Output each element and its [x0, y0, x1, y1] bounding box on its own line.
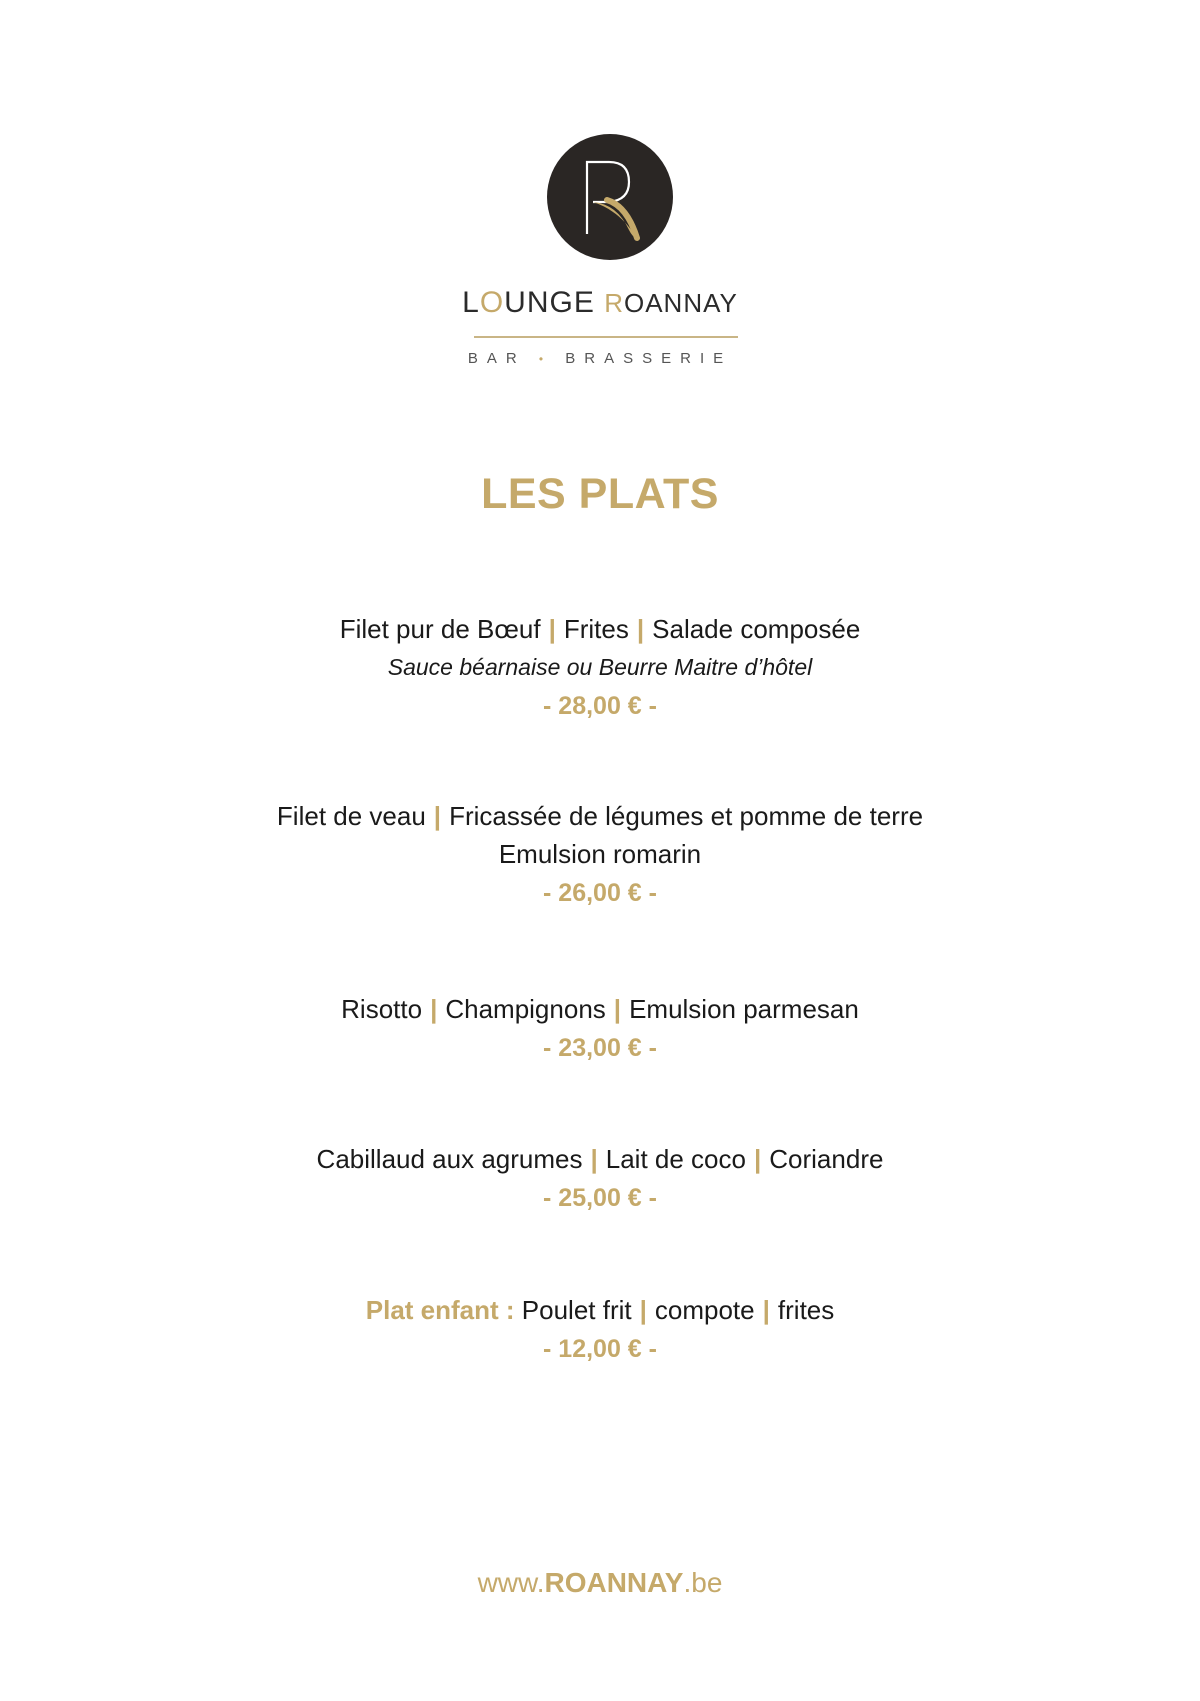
dish-title: Cabillaud aux agrumes | Lait de coco | Coriandre — [316, 1144, 884, 1174]
dish-item — [0, 990, 1200, 1068]
kids-label: Plat enfant : — [365, 1295, 515, 1325]
dish-title: Filet de veau | Fricassée de légumes et pomme de terre — [276, 801, 924, 831]
brand-tagline: BAR • BRASSERIE — [467, 350, 733, 367]
brand-divider — [474, 336, 738, 338]
dish-sauce: Sauce béarnaise ou Beurre Maitre d’hôtel — [387, 654, 813, 680]
dish-price: - 12,00 € - — [543, 1335, 657, 1363]
dish-item — [0, 610, 1200, 726]
dish-price: - 25,00 € - — [543, 1184, 657, 1212]
dish-price: - 28,00 € - — [543, 692, 657, 720]
dish-item — [0, 797, 1200, 913]
website-link[interactable]: www.ROANNAY.be — [477, 1567, 723, 1598]
dish-price: - 26,00 € - — [543, 879, 657, 907]
dish-title: Plat enfant : Poulet frit | compote | frites — [365, 1295, 835, 1325]
dish-price: - 23,00 € - — [543, 1034, 657, 1062]
dish-title: Filet pur de Bœuf | Frites | Salade composée — [339, 614, 861, 644]
dish-item — [0, 1291, 1200, 1369]
brand-name: LOUNGE ROANNAY — [462, 286, 738, 319]
dish-item — [0, 1140, 1200, 1218]
logo-icon — [547, 134, 673, 260]
dish-detail: Emulsion romarin — [498, 839, 702, 869]
section-title: LES PLATS — [481, 470, 719, 518]
dish-title: Risotto | Champignons | Emulsion parmesan — [341, 994, 859, 1024]
